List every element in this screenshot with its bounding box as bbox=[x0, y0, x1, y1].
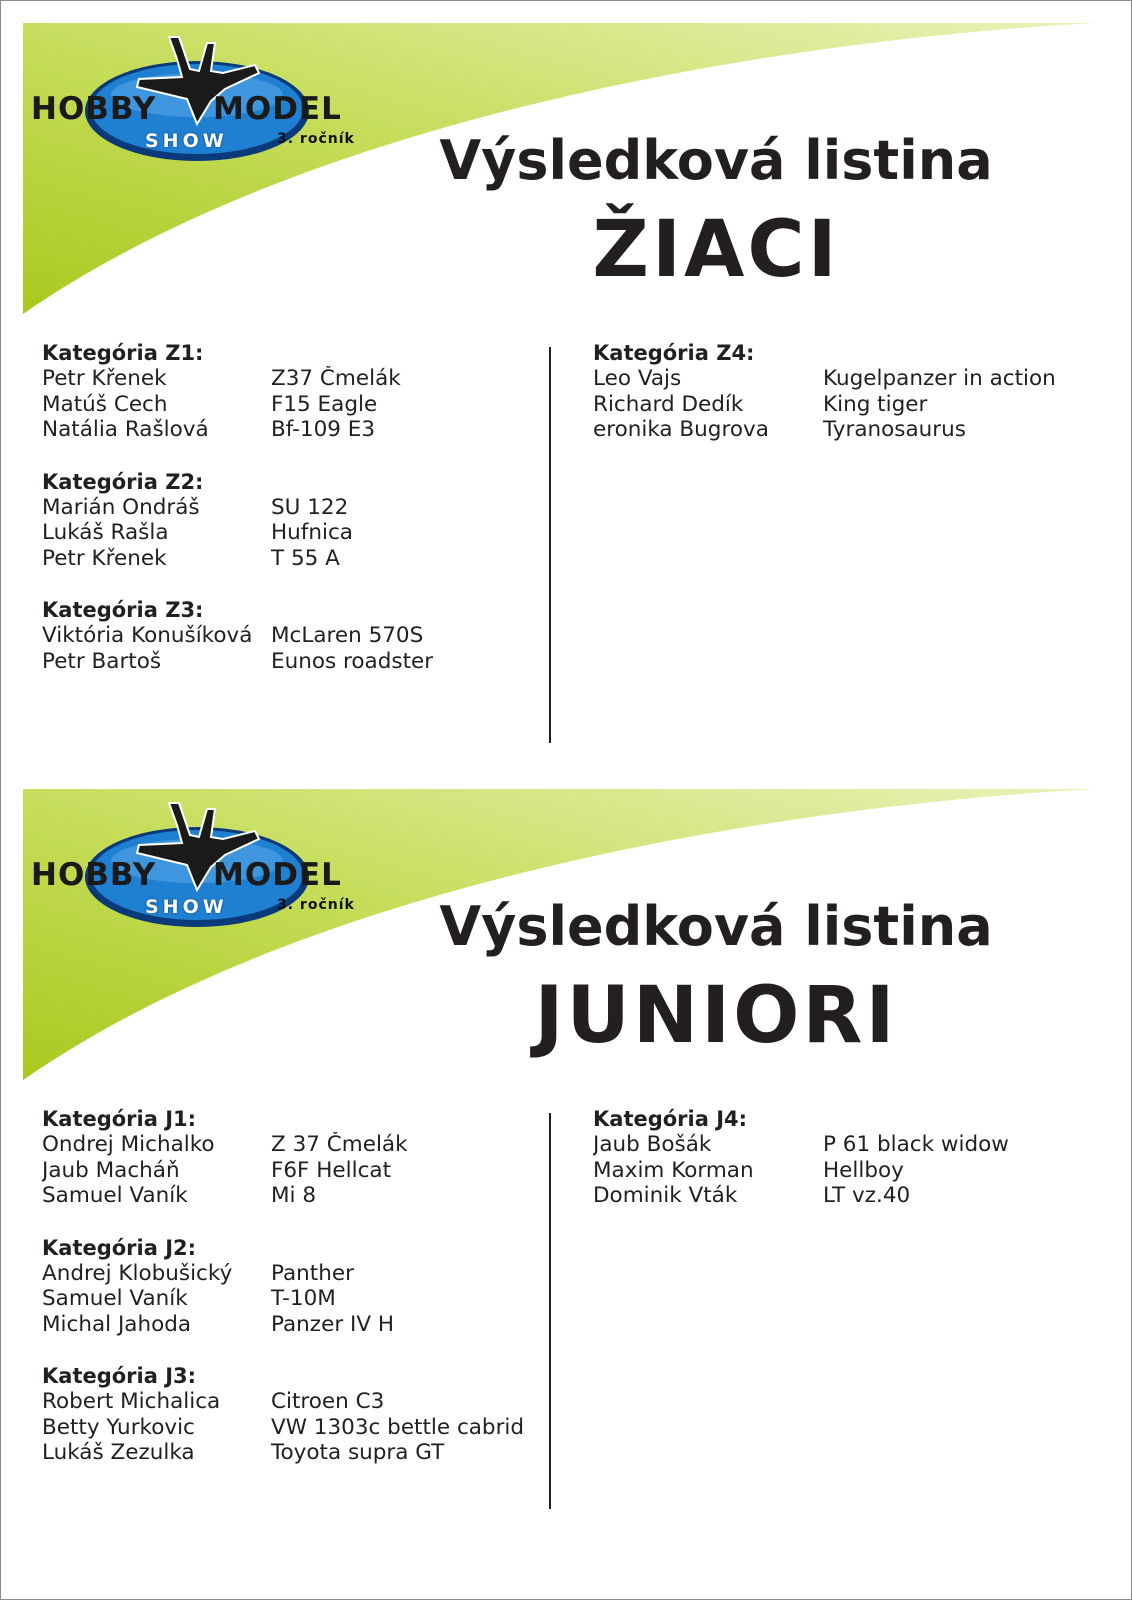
result-row bbox=[42, 1158, 542, 1184]
participant-name: Lukáš Rašla bbox=[42, 520, 169, 545]
model-name: SU 122 bbox=[271, 494, 349, 520]
result-row bbox=[42, 392, 542, 418]
model-name: Z 37 Čmelák bbox=[271, 1132, 408, 1157]
participant-name: Petr Bartoš bbox=[42, 648, 162, 674]
result-row bbox=[42, 649, 542, 675]
category-block bbox=[42, 470, 542, 572]
participant-name: Samuel Vaník bbox=[42, 1286, 188, 1311]
logo-word-show: SHOW bbox=[145, 896, 228, 918]
model-name: Panther bbox=[271, 1260, 354, 1286]
results-sheet-juniori bbox=[1, 767, 1131, 1535]
participant-name: Maxim Korman bbox=[593, 1157, 754, 1183]
category-block bbox=[42, 1107, 542, 1209]
model-name: Z37 Čmelák bbox=[271, 366, 401, 391]
result-row bbox=[593, 1183, 1113, 1209]
category-title: Kategória J4: bbox=[593, 1107, 748, 1131]
model-name: Kugelpanzer in action bbox=[823, 366, 1056, 391]
logo-word-model: MODEL bbox=[213, 91, 342, 127]
column-divider bbox=[549, 1113, 551, 1509]
model-name: Mi 8 bbox=[271, 1183, 317, 1208]
category-title: Kategória J1: bbox=[42, 1107, 197, 1131]
result-row bbox=[42, 495, 542, 521]
logo-word-show: SHOW bbox=[145, 130, 228, 152]
result-row bbox=[593, 392, 1113, 418]
model-name: F15 Eagle bbox=[271, 391, 378, 417]
model-name: P 61 black widow bbox=[823, 1132, 1009, 1157]
column-divider bbox=[549, 347, 551, 743]
participant-name: Andrej Klobušický bbox=[42, 1260, 233, 1286]
participant-name: Marián Ondráš bbox=[42, 494, 200, 520]
category-title: Kategória J3: bbox=[42, 1364, 197, 1388]
result-row bbox=[593, 1132, 1113, 1158]
model-name: T 55 A bbox=[271, 545, 340, 571]
result-row bbox=[42, 1261, 542, 1287]
result-row bbox=[42, 623, 542, 649]
result-row bbox=[42, 1183, 542, 1209]
result-row bbox=[42, 1312, 542, 1338]
model-name: Tyranosaurus bbox=[823, 417, 966, 442]
participant-name: Jaub Bošák bbox=[593, 1132, 712, 1157]
participant-name: Michal Jahoda bbox=[42, 1311, 192, 1337]
participant-name: Matúš Cech bbox=[42, 391, 168, 417]
participant-name: Robert Michalica bbox=[42, 1389, 221, 1414]
result-row bbox=[42, 1440, 542, 1466]
result-row bbox=[42, 1132, 542, 1158]
result-row bbox=[593, 417, 1113, 443]
sheet-title: Výsledková listina bbox=[439, 129, 993, 192]
left-column bbox=[42, 1107, 542, 1493]
model-name: Citroen C3 bbox=[271, 1389, 385, 1414]
left-column bbox=[42, 341, 542, 701]
model-name: Panzer IV H bbox=[271, 1311, 395, 1337]
logo-word-hobby: HOBBY bbox=[31, 857, 157, 893]
participant-name: Leo Vajs bbox=[593, 366, 682, 391]
model-name: McLaren 570S bbox=[271, 623, 424, 648]
category-block bbox=[42, 1236, 542, 1338]
participant-name: Dominik Vták bbox=[593, 1183, 738, 1208]
participant-name: eronika Bugrova bbox=[593, 417, 769, 442]
sheet-subtitle: ŽIACI bbox=[592, 205, 840, 295]
model-name: Hellboy bbox=[823, 1157, 904, 1183]
logo-edition: 3. ročník bbox=[277, 131, 355, 147]
right-column bbox=[593, 1107, 1113, 1236]
model-name: Hufnica bbox=[271, 520, 353, 545]
right-column bbox=[593, 341, 1113, 470]
model-name: T-10M bbox=[271, 1286, 336, 1311]
model-name: Eunos roadster bbox=[271, 648, 434, 674]
sheet-subtitle: JUNIORI bbox=[534, 971, 898, 1061]
result-row bbox=[42, 546, 542, 572]
result-row bbox=[593, 366, 1113, 392]
model-name: VW 1303c bettle cabrid bbox=[271, 1414, 525, 1440]
results-sheet-ziaci bbox=[1, 1, 1131, 769]
model-name: King tiger bbox=[823, 391, 928, 417]
participant-name: Jaub Macháň bbox=[42, 1157, 180, 1183]
result-row bbox=[42, 1286, 542, 1312]
participant-name: Petr Křenek bbox=[42, 366, 167, 391]
category-block bbox=[42, 1364, 542, 1466]
result-row bbox=[593, 1158, 1113, 1184]
participant-name: Natália Rašlová bbox=[42, 417, 209, 442]
result-row bbox=[42, 417, 542, 443]
category-block bbox=[593, 1107, 1113, 1209]
model-name: F6F Hellcat bbox=[271, 1157, 392, 1183]
category-title: Kategória Z4: bbox=[593, 341, 755, 365]
model-name: Toyota supra GT bbox=[271, 1440, 445, 1465]
category-block bbox=[593, 341, 1113, 443]
category-title: Kategória Z3: bbox=[42, 598, 204, 622]
result-row bbox=[42, 1389, 542, 1415]
category-block bbox=[42, 598, 542, 674]
participant-name: Viktória Konušíková bbox=[42, 623, 253, 648]
result-row bbox=[42, 520, 542, 546]
result-row bbox=[42, 366, 542, 392]
model-name: Bf-109 E3 bbox=[271, 417, 376, 442]
participant-name: Samuel Vaník bbox=[42, 1183, 188, 1208]
category-block bbox=[42, 341, 542, 443]
result-row bbox=[42, 1415, 542, 1441]
participant-name: Betty Yurkovic bbox=[42, 1414, 195, 1440]
logo-edition: 3. ročník bbox=[277, 897, 355, 913]
category-title: Kategória Z2: bbox=[42, 469, 204, 494]
participant-name: Petr Křenek bbox=[42, 545, 167, 571]
participant-name: Lukáš Zezulka bbox=[42, 1440, 195, 1465]
model-name: LT vz.40 bbox=[823, 1183, 911, 1208]
logo-word-hobby: HOBBY bbox=[31, 91, 157, 127]
category-title: Kategória Z1: bbox=[42, 341, 204, 365]
category-title: Kategória J2: bbox=[42, 1235, 197, 1260]
logo-word-model: MODEL bbox=[213, 857, 342, 893]
participant-name: Richard Dedík bbox=[593, 391, 744, 417]
sheet-title: Výsledková listina bbox=[439, 895, 993, 958]
participant-name: Ondrej Michalko bbox=[42, 1132, 215, 1157]
